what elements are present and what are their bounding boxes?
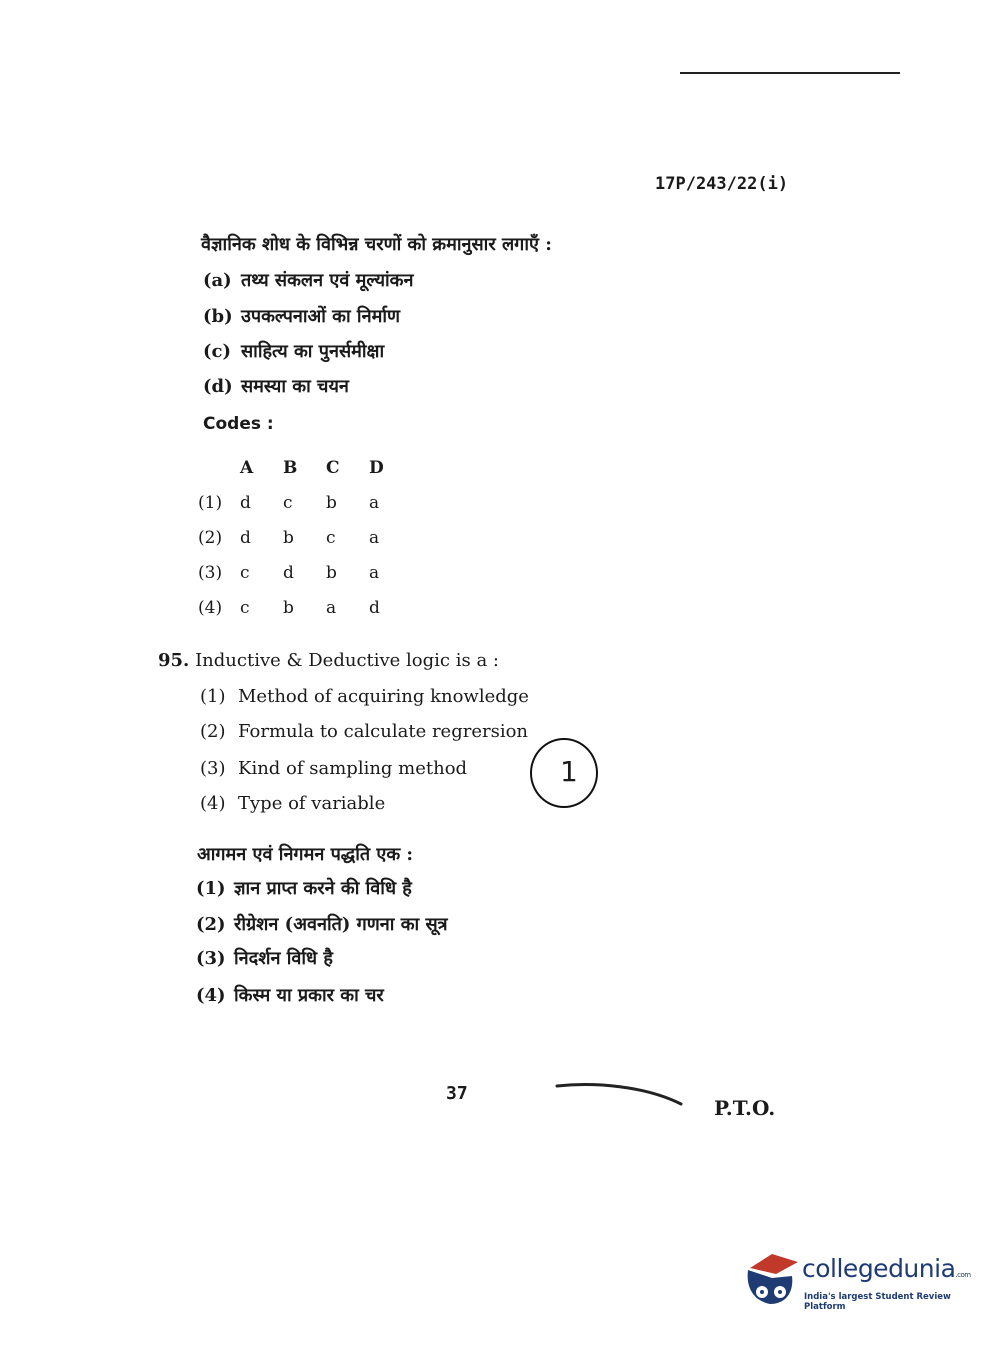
page-number: 37 [446,1083,468,1104]
codes-label: Codes : [203,414,274,434]
codes-cell: c [283,492,293,513]
pto-label: P.T.O. [714,1096,776,1120]
codes-cell: a [326,597,337,618]
codes-row-label: (4) [198,597,223,618]
codes-cell: d [369,597,380,618]
brand-tagline: India's largest Student Review Platform [804,1292,951,1312]
codes-cell: c [240,562,250,583]
q95-option-3: (3) Kind of sampling method [200,758,468,779]
q95-hindi-option-4: (4) किस्म या प्रकार का चर [196,985,384,1006]
codes-header-cell: D [369,457,384,478]
codes-cell: d [240,492,251,513]
codes-cell: a [369,527,380,548]
codes-row [198,520,412,555]
codes-row [198,555,412,590]
codes-cell: a [369,492,380,513]
top-rule [680,72,900,74]
q95-option-4: (4) Type of variable [200,793,386,814]
codes-header-row [198,450,412,485]
mascot-logo-icon [742,1248,800,1310]
collegedunia-watermark [742,1248,972,1318]
codes-cell: d [283,562,294,583]
q95-hindi-question: आगमन एवं निगमन पद्धति एक : [197,844,414,865]
codes-cell: b [283,597,294,618]
q95-option-1: (1) Method of acquiring knowledge [200,686,529,707]
codes-cell: b [326,492,337,513]
codes-row-label: (1) [198,492,223,513]
marked-answer: 1 [560,755,578,788]
codes-cell: d [240,527,251,548]
codes-table [198,450,412,625]
codes-cell: b [283,527,294,548]
codes-row-label: (2) [198,527,223,548]
pen-stroke [555,1080,685,1110]
codes-cell: b [326,562,337,583]
q94-hindi-question: वैज्ञानिक शोध के विभिन्न चरणों को क्रमानुसार लगाएँ : [201,234,552,255]
q94-item-d: (d) समस्या का चयन [203,376,349,397]
q95-question [158,650,499,671]
q94-item-c: (c) साहित्य का पुनर्समीक्षा [203,341,385,362]
codes-header-cell: C [326,457,340,478]
q95-question-text: Inductive & Deductive logic is a : [195,650,499,671]
brand-name: collegedunia.com [802,1254,971,1283]
codes-row-label: (3) [198,562,223,583]
codes-row [198,590,412,625]
codes-row [198,485,412,520]
q95-hindi-option-3: (3) निदर्शन विधि है [196,948,333,969]
codes-cell: a [369,562,380,583]
paper-code: 17P/243/22(i) [655,174,789,194]
codes-header-cell: A [240,457,254,478]
q95-option-2: (2) Formula to calculate regrersion [200,721,529,742]
handwritten-answer-circle [530,738,598,808]
codes-cell: c [240,597,250,618]
codes-header-cell: B [283,457,298,478]
codes-cell: c [326,527,336,548]
q94-item-b: (b) उपकल्पनाओं का निर्माण [203,306,401,327]
q94-item-a: (a) तथ्य संकलन एवं मूल्यांकन [203,270,414,291]
q95-number: 95. [158,650,190,671]
q95-hindi-option-2: (2) रीग्रेशन (अवनति) गणना का सूत्र [196,914,448,935]
q95-hindi-option-1: (1) ज्ञान प्राप्त करने की विधि है [196,878,412,899]
